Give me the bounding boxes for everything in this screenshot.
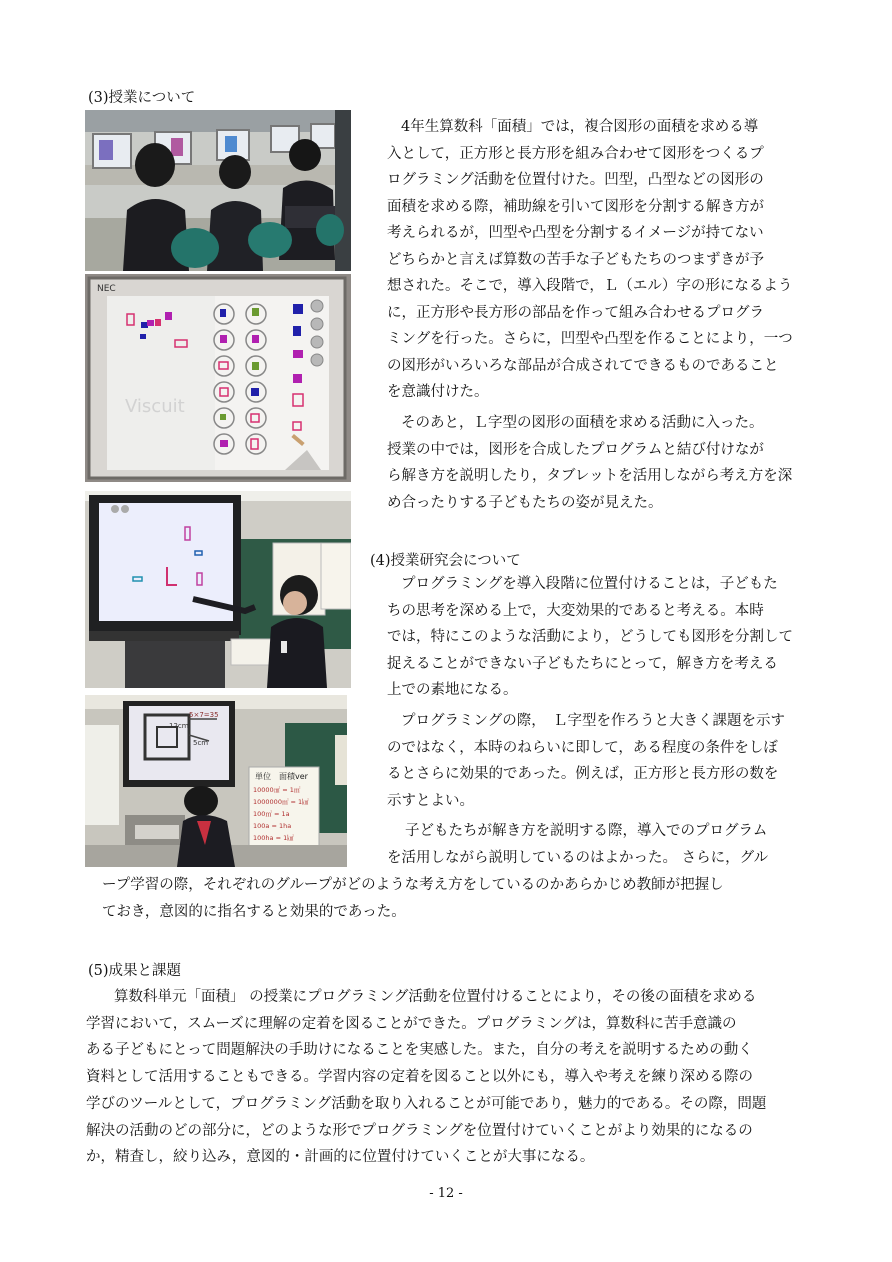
text-line: ておき，意図的に指名すると効果的であった。 <box>102 903 406 920</box>
text-line: め合ったりする子どもたちの姿が見えた。 <box>387 494 663 511</box>
chart-row: 1000000㎡ = 1㎢ <box>253 798 309 806</box>
text-line: では，特にこのような活動により，どうしても図形を分割して <box>387 629 793 645</box>
screen-note-1: 5×7=35 <box>189 711 219 719</box>
section-4-heading: (4)授業研究会について <box>370 553 521 569</box>
screen-note-3: 5cm <box>193 739 209 747</box>
chart-row: 100㎡ = 1a <box>253 810 290 818</box>
chart-row: 100ha = 1㎢ <box>253 834 294 842</box>
chart-row: 10000㎠ = 1㎡ <box>253 786 301 794</box>
text-line: ログラミング活動を位置付けた。凹型，凸型などの図形の <box>387 172 764 188</box>
chart-row: 100a = 1ha <box>253 822 292 830</box>
monitor-brand-label: NEC <box>97 284 116 294</box>
text-line: ープ学習の際，それぞれのグループがどのような考え方をしているのかあらかじめ教師が把握し <box>102 877 724 893</box>
student-explaining-photo <box>85 695 347 867</box>
text-line: 上での素地になる。 <box>387 682 518 698</box>
text-line: のではなく，本時のねらいに即して，ある程度の条件をしぼ <box>387 739 778 756</box>
text-line: どちらかと言えば算数の苦手な子どもたちのつまずきが予 <box>387 251 764 268</box>
text-line: 資料として活用することもできる。学習内容の定着を図ること以外にも，導入や考えを練り深める際の <box>86 1069 753 1086</box>
text-line: 算数科単元「面積」 の授業にプログラミング活動を位置付けることにより，その後の面積を求める <box>114 989 757 1005</box>
text-line: を意識付けた。 <box>387 384 489 400</box>
text-line: 捉えることができない子どもたちにとって，解き方を考える <box>387 655 778 672</box>
section-4-paragraph-3 <box>387 818 817 871</box>
chart-title: 単位 面積ver <box>255 772 308 781</box>
section-3-paragraph-2 <box>387 410 817 516</box>
text-line: るとさらに効果的であった。例えば，正方形と長方形の数を <box>387 766 779 782</box>
student-pointing-screen-photo <box>85 491 351 688</box>
text-line: 子どもたちが解き方を説明する際，導入でのプログラム <box>405 823 768 839</box>
section-4-paragraph-2 <box>387 708 817 814</box>
text-line: 学びのツールとして，プログラミング活動を取り入れることが可能であり，魅力的である。その際，問題 <box>86 1095 767 1112</box>
section-5-paragraph <box>86 984 816 1171</box>
text-line: 解決の活動のどの部分に，どのような形でプログラミングを位置付けていくことがより効果的になるの <box>86 1122 753 1139</box>
text-line: プログラミングの際， Ｌ字型を作ろうと大きく課題を示す <box>401 713 785 729</box>
programming-screen-photo <box>85 274 351 482</box>
viscuit-watermark: Viscuit <box>125 396 185 417</box>
text-line: ある子どもにとって問題解決の手助けになることを実感した。また，自分の考えを説明するための動く <box>86 1042 753 1059</box>
text-line: そのあと，Ｌ字型の図形の面積を求める活動に入った。 <box>401 415 764 431</box>
text-line: に，正方形や長方形の部品を作って組み合わせるプログラ <box>387 304 764 321</box>
text-line: 考えられるが，凹型や凸型を分割するイメージが持てない <box>387 225 764 241</box>
text-line: 学習において，スムーズに理解の定着を図ることができた。プログラミングは，算数科に苦手意識の <box>86 1015 737 1032</box>
text-line: を活用しながら説明しているのはよかった。 さらに，グル <box>387 849 769 866</box>
text-line: 4年生算数科「面積」では，複合図形の面積を求める導 <box>401 119 759 135</box>
text-line: 想された。そこで，導入段階で，Ｌ（エル）字の形になるよう <box>387 278 793 294</box>
section-3-heading: (3)授業について <box>88 90 196 106</box>
text-line: 面積を求める際，補助線を引いて図形を分割する解き方が <box>387 198 764 215</box>
section-4-paragraph-3-continued <box>102 872 822 925</box>
classroom-computers-photo <box>85 110 351 271</box>
section-3-paragraph-1 <box>387 114 817 406</box>
text-line: の図形がいろいろな部品が合成されてできるものであること <box>387 357 779 374</box>
text-line: 授業の中では，図形を合成したプログラムと結び付けなが <box>387 441 764 458</box>
section-5-heading: (5)成果と課題 <box>88 963 182 979</box>
text-line: ミングを行った。さらに，凹型や凸型を作ることにより，一つ <box>387 331 793 347</box>
text-line: ちの思考を深める上で，大変効果的であると考える。本時 <box>387 602 764 619</box>
text-line: プログラミングを導入段階に位置付けることは，子どもた <box>401 576 778 592</box>
text-line: か，精査し，絞り込み，意図的・計画的に位置付けていくことが大事になる。 <box>86 1149 595 1166</box>
text-line: ら解き方を説明したり，タブレットを活用しながら考え方を深 <box>387 468 793 484</box>
text-line: 入として，正方形と長方形を組み合わせて図形をつくるプ <box>387 145 764 162</box>
screen-note-2: 12cm <box>169 722 189 730</box>
text-line: 示すとよい。 <box>387 792 474 809</box>
section-4-paragraph-1 <box>387 571 817 704</box>
page-number: - 12 - <box>429 1186 463 1201</box>
